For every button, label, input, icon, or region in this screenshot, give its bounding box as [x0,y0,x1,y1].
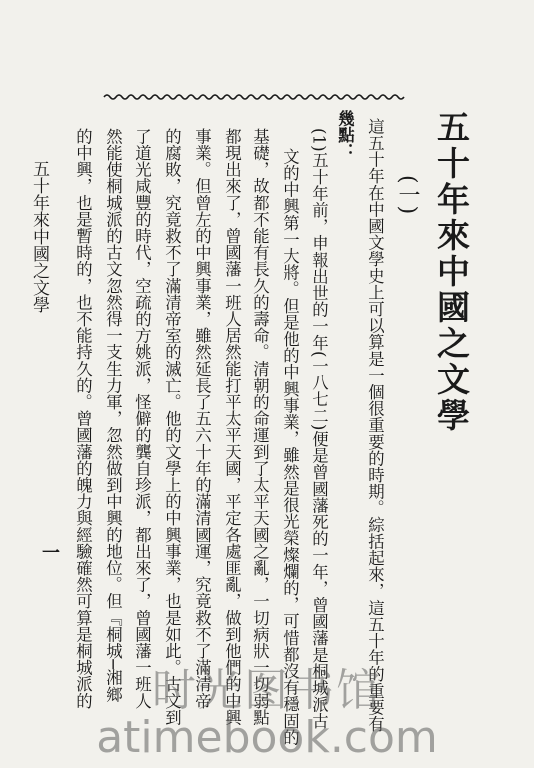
body-text-column: 事業。但曾左的中興事業，雖然延長了五六十年的滿清國運，究竟救不了滿清帝 [192,128,212,709]
body-text-column: 基礎，故都不能有長久的壽命。清朝的命運到了太平天國之亂，一切病狀一切弱點 [250,128,270,726]
running-head: 五十年來中國之文學 [29,160,49,313]
body-text-column: 了道光咸豐的時代，空疏的方姚派，怪僻的龔自珍派，都出來了，曾國藩一班人 [132,128,152,709]
watermark-chinese: 时光图书馆 [152,665,382,716]
page-number: 一 [39,543,60,561]
wavy-divider-rule [104,92,406,102]
body-text-column: 的腐敗，究竟救不了滿清帝室的滅亡。他的文學上的中興事業，也是如此。古文到 [162,128,182,726]
body-text-column: 幾點： [335,110,355,160]
section-number: (一) [395,175,420,215]
body-text-column: 文的中興第一大將。但是他的中興事業，雖然是很光榮燦爛的，可惜都沒有穩固的 [280,148,300,746]
body-text-column: 都現出來了，曾國藩一班人居然能打平太平天國，平定各處匪亂，做到他們的中興 [222,128,242,726]
chapter-title: 五十年來中國之文學 [432,110,471,434]
body-text-column: (1)五十年前，申報出世的一年(一八七二)便是曾國藩死的一年，曾國藩是桐城派古 [309,128,329,730]
watermark-url: atimebook.com [96,712,438,763]
body-text-column: 的中興，也是暫時的，也不能持久的。曾國藩的魄力與經驗確然可算是桐城派的 [73,128,93,709]
body-text-column: 這五十年在中國文學史上可以算是一個很重要的時期。綜括起來，這五十年的重要有 [365,118,385,733]
body-text-column: 然能使桐城派的古文忽然得一支生力軍，忽然做到中興的地位。但『桐城─湘鄉 [103,128,123,703]
